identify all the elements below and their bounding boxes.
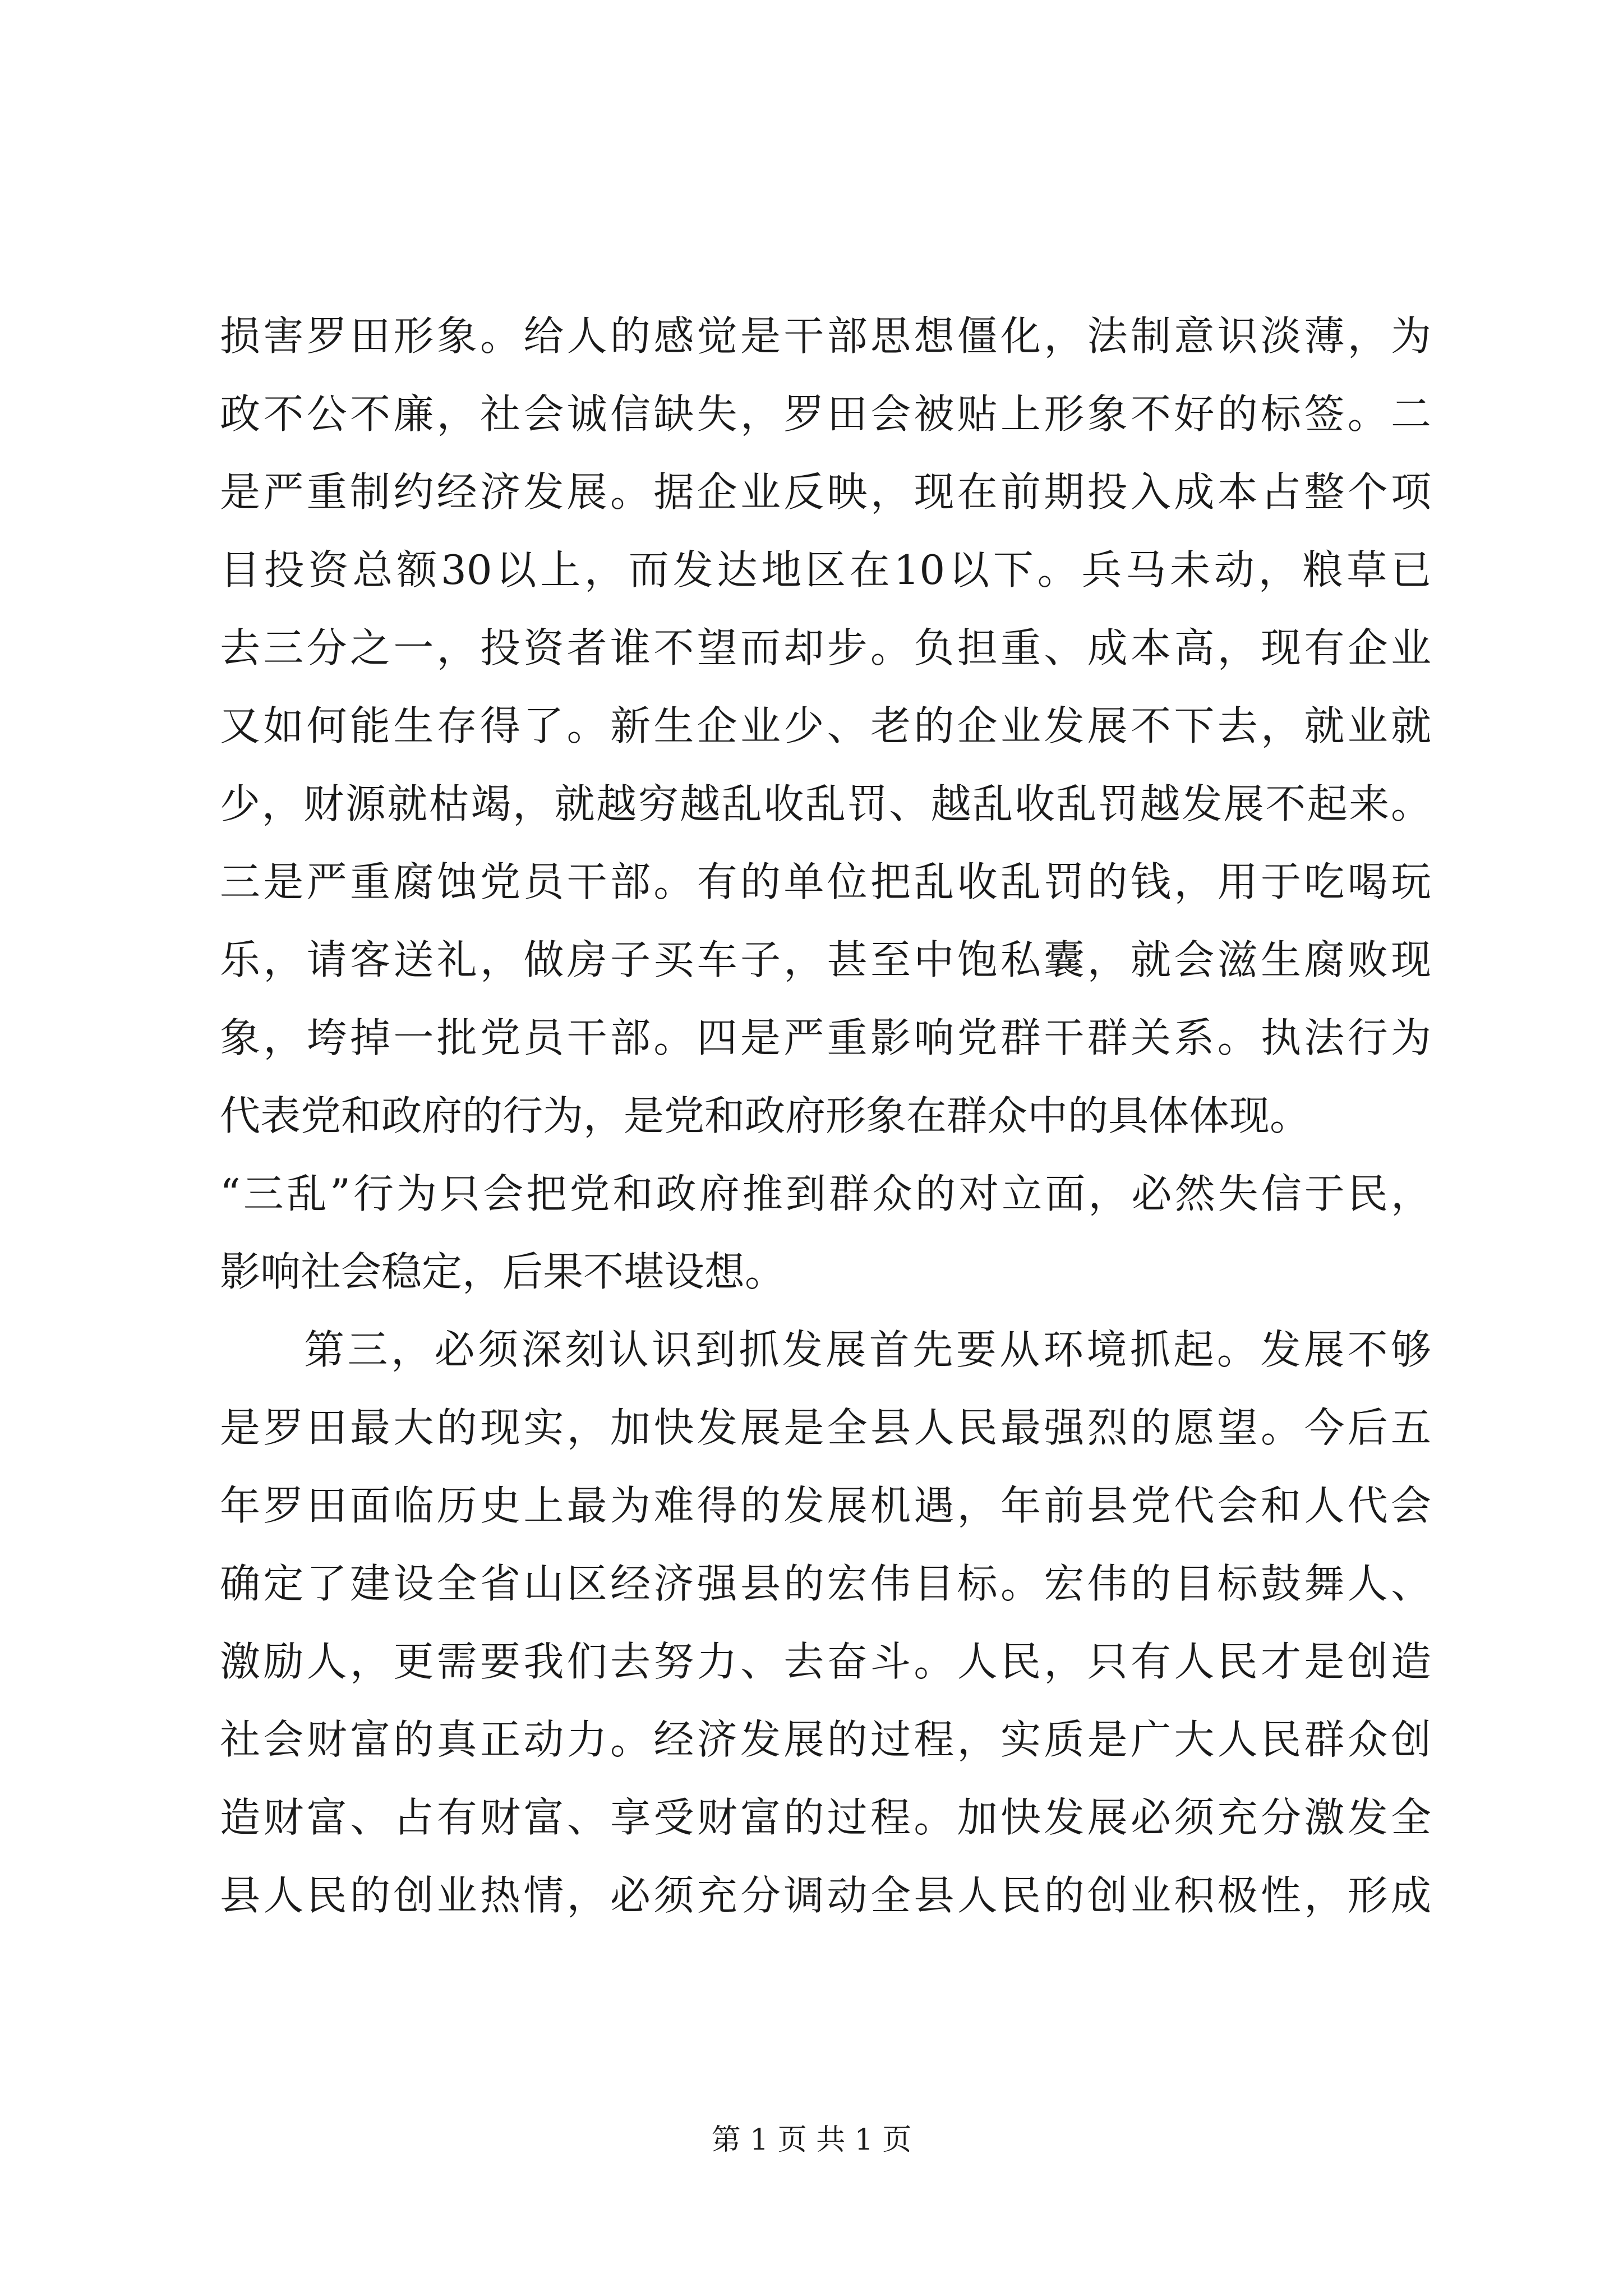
text-line: 第三，必须深刻认识到抓发展首先要从环境抓起。发展不够 <box>304 1326 1431 1373</box>
text-line: 激励人，更需要我们去努力、去奋斗。人民，只有人民才是创造 <box>220 1638 1431 1685</box>
text-line: 损害罗田形象。给人的感觉是干部思想僵化，法制意识淡薄，为 <box>220 312 1431 360</box>
text-line: 少，财源就枯竭，就越穷越乱收乱罚、越乱收乱罚越发展不起来。 <box>220 780 1431 827</box>
text-line: 县人民的创业热情，必须充分调动全县人民的创业积极性，形成 <box>220 1872 1431 1919</box>
text-line: 政不公不廉，社会诚信缺失，罗田会被贴上形象不好的标签。二 <box>220 390 1431 438</box>
text-line: 是罗田最大的现实，加快发展是全县人民最强烈的愿望。今后五 <box>220 1404 1431 1451</box>
text-line: 去三分之一，投资者谁不望而却步。负担重、成本高，现有企业 <box>220 624 1431 671</box>
text-line: 确定了建设全省山区经济强县的宏伟目标。宏伟的目标鼓舞人、 <box>220 1560 1431 1607</box>
text-line: 象，垮掉一批党员干部。四是严重影响党群干群关系。执法行为 <box>220 1014 1431 1061</box>
text-line: 三是严重腐蚀党员干部。有的单位把乱收乱罚的钱，用于吃喝玩 <box>220 858 1431 905</box>
text-line: “三乱”行为只会把党和政府推到群众的对立面，必然失信于民， <box>220 1170 1431 1217</box>
text-line: 社会财富的真正动力。经济发展的过程，实质是广大人民群众创 <box>220 1716 1431 1763</box>
text-line: 乐，请客送礼，做房子买车子，甚至中饱私囊，就会滋生腐败现 <box>220 936 1431 983</box>
paragraph <box>220 1311 1431 1935</box>
page-number-footer: 第 1 页 共 1 页 <box>711 2123 912 2157</box>
text-line: 影响社会稳定，后果不堪设想。 <box>220 1248 786 1295</box>
paragraph <box>220 297 1431 1311</box>
text-line: 目投资总额30以上，而发达地区在10以下。兵马未动，粮草已 <box>220 546 1431 593</box>
text-line: 代表党和政府的行为，是党和政府形象在群众中的具体体现。 <box>220 1092 1311 1139</box>
document-body <box>220 297 1431 1935</box>
text-line: 造财富、占有财富、享受财富的过程。加快发展必须充分激发全 <box>220 1794 1431 1841</box>
text-line: 年罗田面临历史上最为难得的发展机遇，年前县党代会和人代会 <box>220 1482 1431 1529</box>
text-line: 又如何能生存得了。新生企业少、老的企业发展不下去，就业就 <box>220 702 1431 749</box>
text-line: 是严重制约经济发展。据企业反映，现在前期投入成本占整个项 <box>220 468 1431 516</box>
